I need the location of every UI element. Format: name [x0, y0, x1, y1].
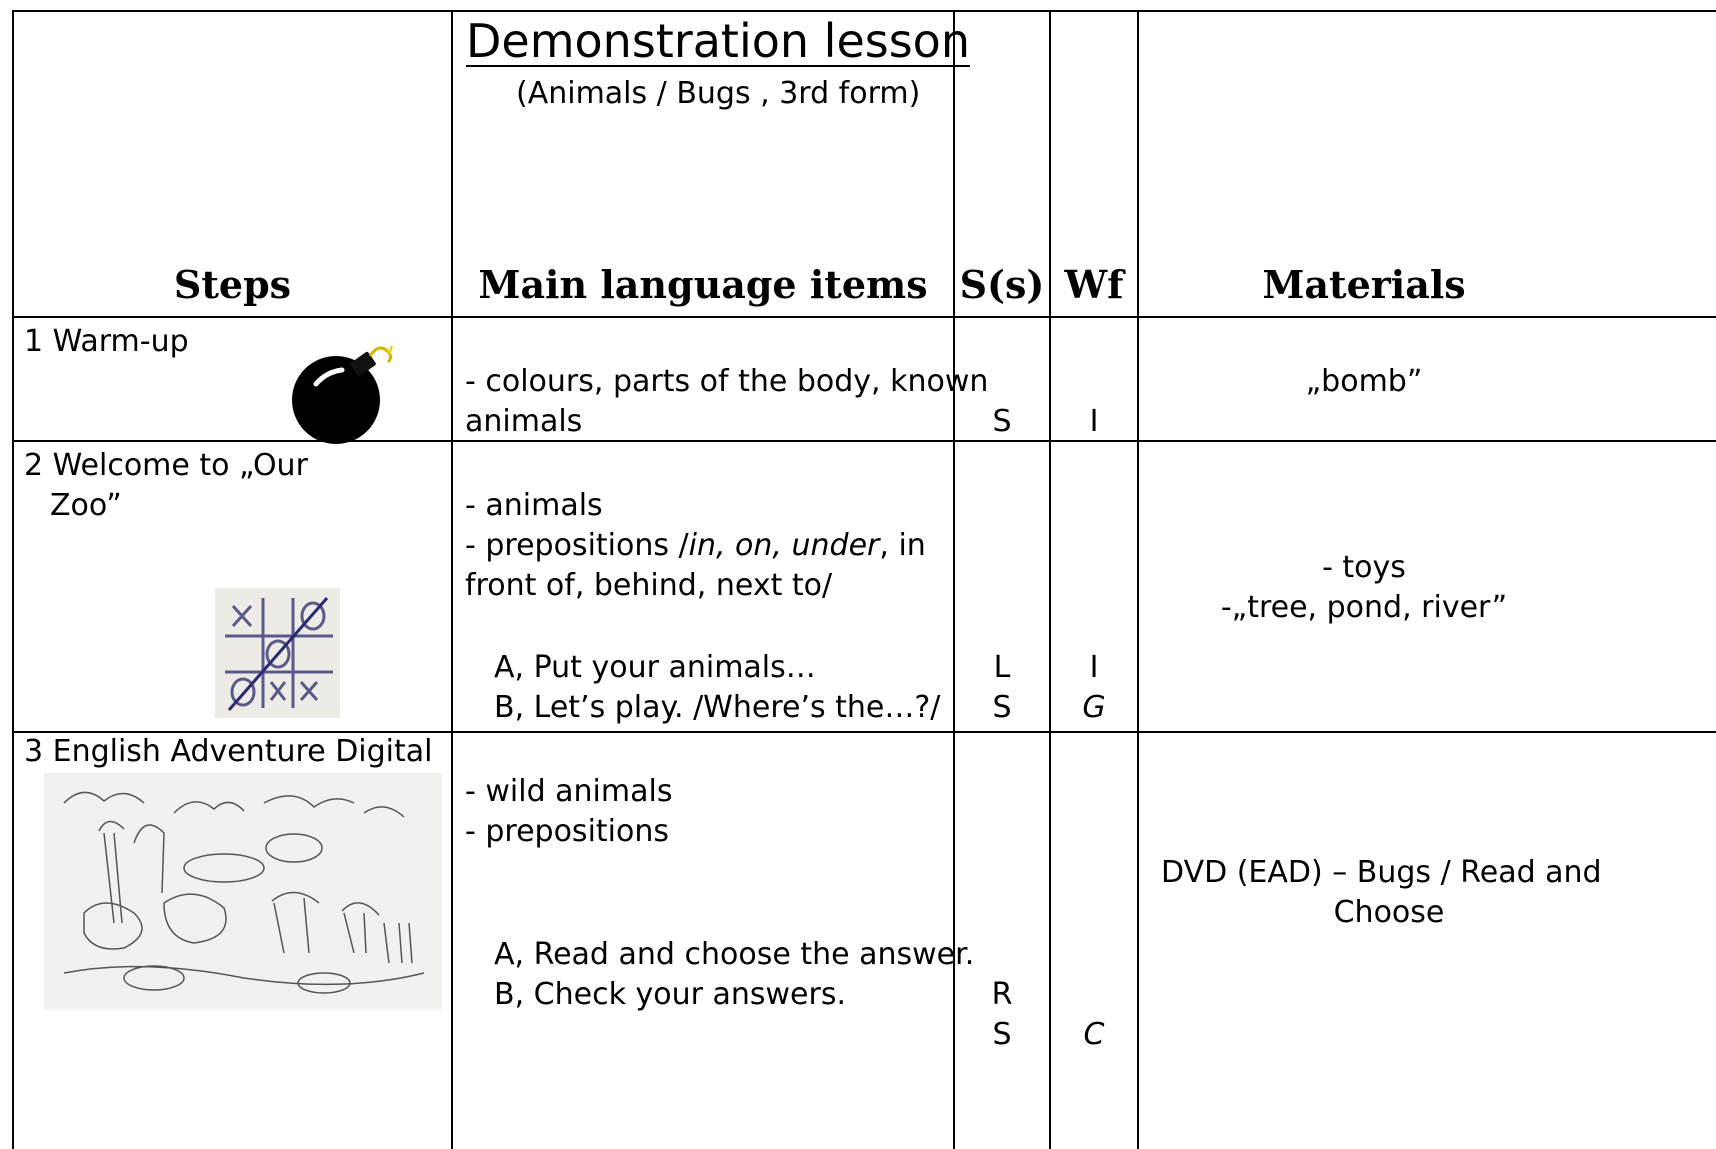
column-header-language: Main language items — [478, 262, 928, 307]
row2-language-line3: front of, behind, next to/ — [465, 568, 833, 603]
row2-skills-b: S — [992, 690, 1012, 725]
col-divider-steps — [451, 10, 453, 1149]
column-header-materials: Materials — [1262, 262, 1466, 307]
row3-language-line1: - wild animals — [465, 774, 673, 809]
row1-step: 1 Warm-up — [24, 324, 189, 359]
row2-language-line2-suffix: , in — [879, 528, 926, 563]
row3-materials-line2: Choose — [1333, 895, 1445, 930]
row2-step-line2: Zoo” — [50, 488, 122, 523]
row3-task-b: B, Check your answers. — [494, 977, 846, 1012]
row3-skills-a: R — [991, 977, 1013, 1012]
row3-workform-b: C — [1083, 1017, 1105, 1052]
row2-task-b: B, Let’s play. /Where’s the…?/ — [494, 690, 941, 725]
row2-task-a: A, Put your animals… — [494, 650, 816, 685]
row3-materials-line1: DVD (EAD) – Bugs / Read and — [1161, 855, 1602, 890]
page-title: Demonstration lesson — [466, 14, 970, 68]
row2-workform-b: G — [1082, 690, 1106, 725]
row1-skills: S — [992, 404, 1012, 439]
row3-skills-b: S — [992, 1017, 1012, 1052]
column-header-steps: Steps — [173, 262, 292, 307]
row2-language-line2-prefix: - prepositions / — [465, 528, 689, 563]
row3-step: 3 English Adventure Digital — [24, 734, 433, 769]
row3-language-line2: - prepositions — [465, 814, 669, 849]
bomb-icon — [290, 344, 402, 444]
header-bottom-border — [12, 316, 1716, 318]
row1-language-line2: animals — [465, 404, 583, 439]
row2-workform-a: I — [1089, 650, 1099, 685]
row2-language-line1: - animals — [465, 488, 603, 523]
row2-language-line2 — [465, 524, 926, 568]
row2-materials-line2: -„tree, pond, river” — [1220, 590, 1508, 625]
row2-step-line1: 2 Welcome to „Our — [24, 448, 308, 483]
wild-animals-sketch — [44, 773, 442, 1010]
row1-workform: I — [1089, 404, 1099, 439]
row1-language-line1: - colours, parts of the body, known — [465, 364, 989, 399]
row2-skills-a: L — [993, 650, 1011, 685]
tic-tac-toe-icon — [215, 588, 340, 718]
row3-task-a: A, Read and choose the answer. — [494, 937, 975, 972]
column-header-skills: S(s) — [959, 262, 1045, 307]
row1-bottom-border — [12, 440, 1716, 442]
page-subtitle: (Animals / Bugs , 3rd form) — [516, 76, 921, 111]
table-left-border — [12, 10, 14, 1149]
col-divider-skills — [1049, 10, 1051, 1149]
row2-language-line2-italic: in, on, under — [688, 528, 880, 563]
row2-materials-line1: - toys — [1322, 550, 1406, 585]
row1-materials: „bomb” — [1305, 364, 1423, 399]
column-header-workform: Wf — [1064, 262, 1124, 307]
table-top-border — [12, 10, 1716, 12]
